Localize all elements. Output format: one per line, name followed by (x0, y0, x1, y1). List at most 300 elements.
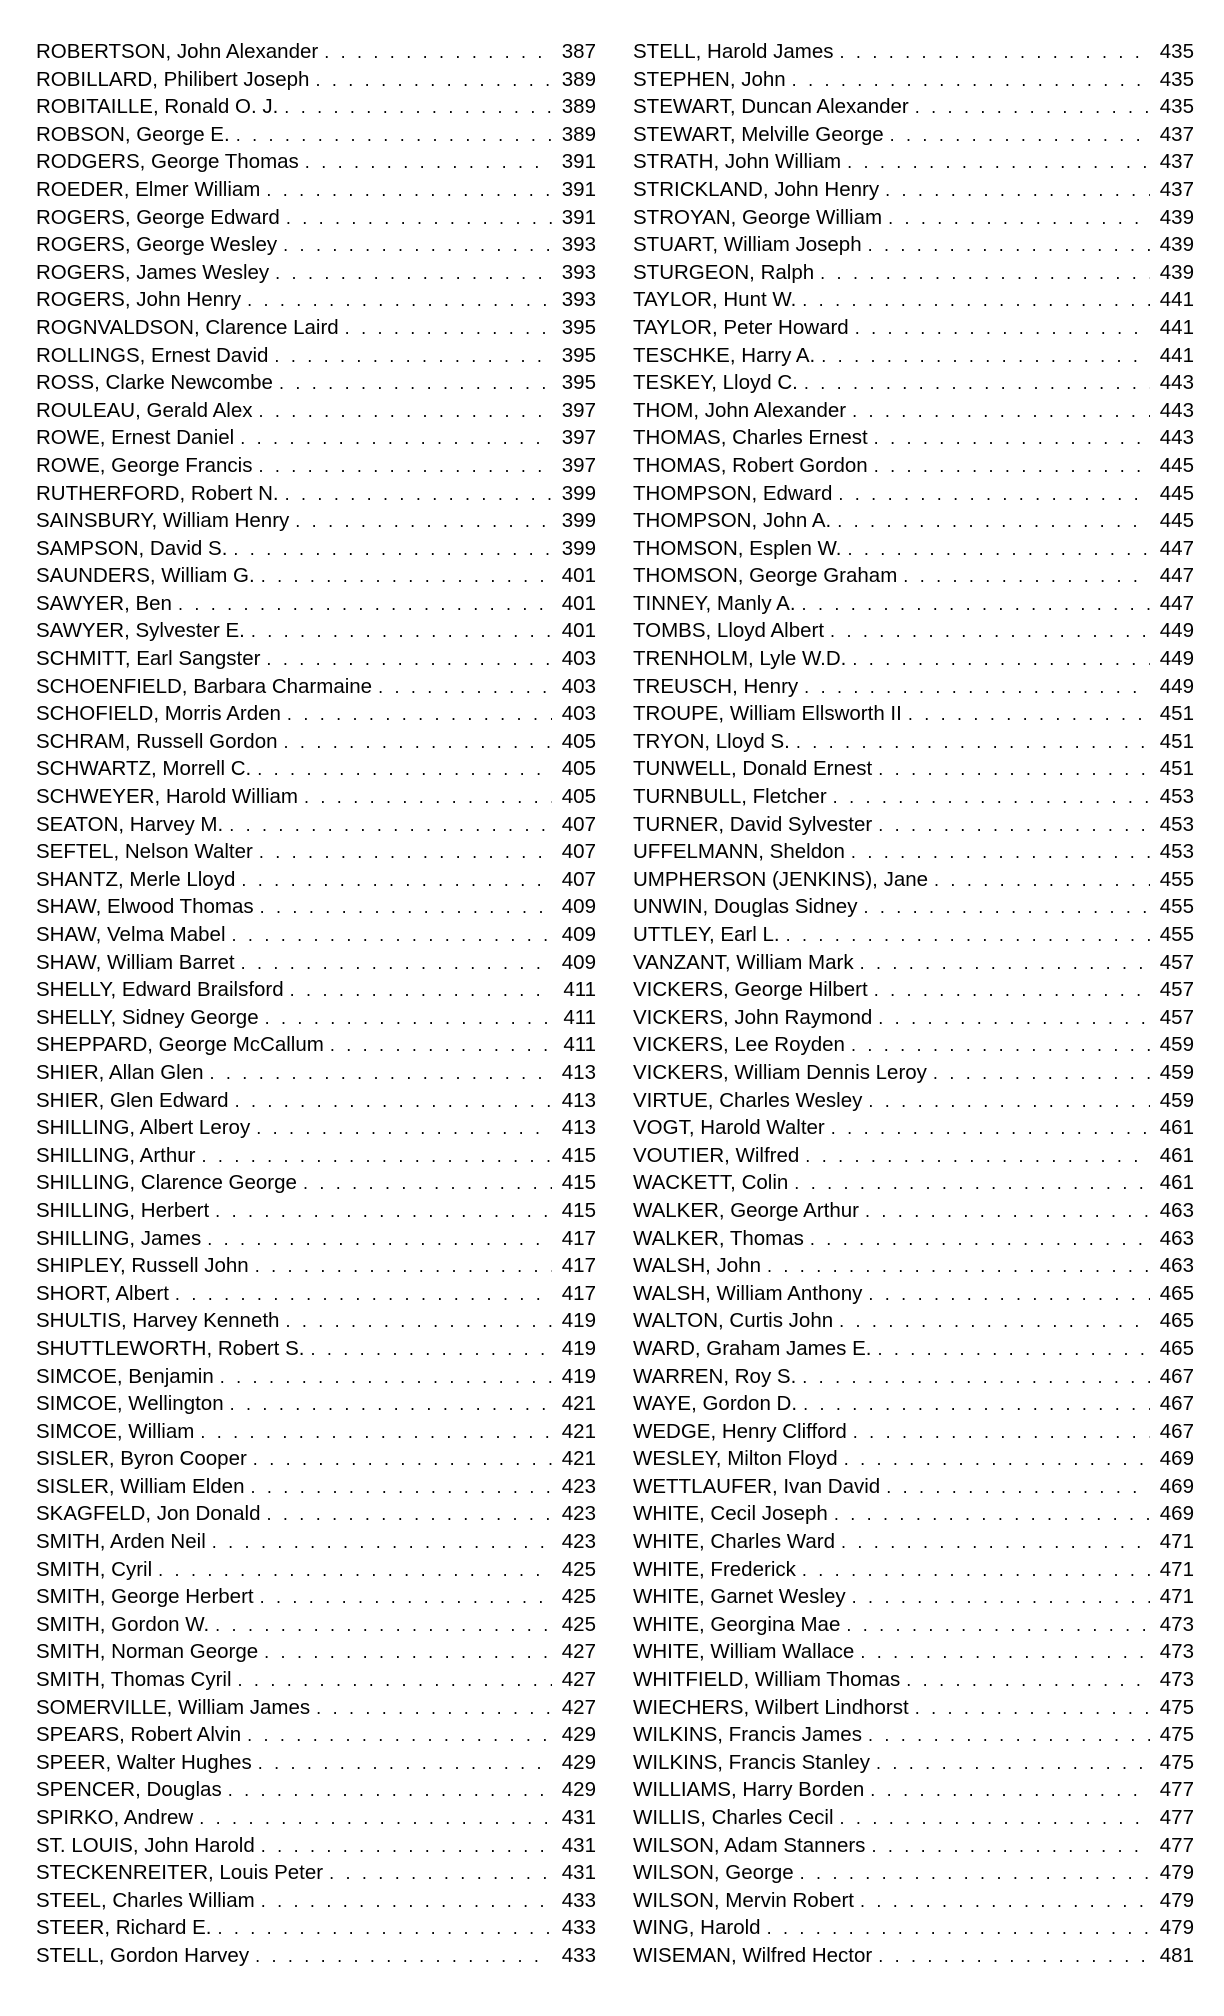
entry-name: THOMAS, Charles Ernest (633, 426, 868, 450)
dot-leader (215, 1198, 552, 1225)
entry-page-number: 399 (561, 536, 596, 560)
entry-name: SAINSBURY, William Henry (36, 509, 290, 533)
dot-leader (241, 867, 552, 894)
dot-leader (279, 370, 552, 397)
entry-name: SAUNDERS, William G. (36, 564, 255, 588)
entry-page-number: 477 (1159, 1778, 1194, 1802)
dot-leader (839, 1308, 1150, 1335)
dot-leader (255, 1943, 552, 1970)
index-entry (633, 783, 1194, 811)
index-entry (633, 231, 1194, 259)
entry-name: WARREN, Roy S. (633, 1364, 797, 1388)
entry-name: SPIRKO, Andrew (36, 1806, 194, 1829)
entry-name: TRYON, Lloyd S. (633, 729, 790, 753)
dot-leader (804, 370, 1150, 397)
entry-name: SAWYER, Ben (36, 591, 172, 615)
entry-name: WALKER, George Arthur (633, 1198, 859, 1222)
dot-leader (200, 1419, 552, 1446)
entry-page-number: 419 (561, 1336, 596, 1360)
index-entry (36, 38, 596, 66)
index-entry (36, 562, 596, 590)
index-entry (633, 38, 1194, 66)
entry-name: WILSON, Mervin Robert (633, 1888, 854, 1912)
dot-leader (844, 1446, 1150, 1473)
dot-leader (915, 94, 1150, 121)
index-entry (36, 1914, 596, 1942)
index-entry (633, 838, 1194, 866)
index-entry (36, 1776, 596, 1804)
entry-page-number: 391 (561, 205, 596, 229)
entry-name: SIMCOE, Benjamin (36, 1364, 214, 1388)
index-entry (633, 1418, 1194, 1446)
entry-page-number: 463 (1159, 1198, 1194, 1222)
entry-name: SMITH, Cyril (36, 1557, 153, 1581)
entry-name: ROGNVALDSON, Clarence Laird (36, 315, 339, 339)
index-entry (633, 259, 1194, 287)
entry-page-number: 411 (563, 1005, 596, 1029)
entry-name: ROULEAU, Gerald Alex (36, 398, 253, 422)
entry-page-number: 477 (1159, 1806, 1194, 1829)
dot-leader (933, 1060, 1150, 1087)
entry-name: SPEARS, Robert Alvin (36, 1723, 242, 1747)
entry-page-number: 433 (561, 1916, 596, 1940)
dot-leader (265, 1005, 552, 1032)
dot-leader (805, 1143, 1150, 1170)
index-entry (36, 1887, 596, 1915)
entry-name: STUART, William Joseph (633, 233, 862, 257)
index-entry (633, 66, 1194, 94)
dot-leader (794, 1170, 1150, 1197)
entry-name: TESKEY, Lloyd C. (633, 371, 798, 395)
entry-name: SISLER, William Elden (36, 1474, 245, 1498)
index-entry (633, 1031, 1194, 1059)
entry-name: TAYLOR, Peter Howard (633, 315, 849, 339)
entry-name: VICKERS, George Hilbert (633, 978, 868, 1002)
index-entry (633, 1914, 1194, 1942)
entry-page-number: 481 (1159, 1943, 1194, 1967)
dot-leader (266, 646, 552, 673)
entry-name: STELL, Harold James (633, 40, 834, 63)
entry-page-number: 387 (561, 40, 596, 63)
index-entry (633, 1666, 1194, 1694)
index-entry (36, 204, 596, 232)
dot-leader (803, 1391, 1150, 1418)
dot-leader (178, 591, 552, 618)
index-entry (36, 1583, 596, 1611)
entry-name: TROUPE, William Ellsworth II (633, 702, 902, 726)
index-entry (36, 1721, 596, 1749)
index-entry (633, 1500, 1194, 1528)
dot-leader (330, 1032, 552, 1059)
index-entry (633, 1390, 1194, 1418)
index-entry (633, 1556, 1194, 1584)
entry-name: TOMBS, Lloyd Albert (633, 619, 825, 643)
entry-page-number: 423 (561, 1530, 596, 1554)
entry-page-number: 461 (1159, 1143, 1194, 1167)
index-entry (36, 645, 596, 673)
entry-page-number: 475 (1159, 1750, 1194, 1774)
entry-page-number: 391 (561, 177, 596, 201)
index-entry (36, 1638, 596, 1666)
entry-name: STRICKLAND, John Henry (633, 177, 880, 201)
dot-leader (202, 1143, 552, 1170)
entry-page-number: 423 (561, 1474, 596, 1498)
entry-name: WETTLAUFER, Ivan David (633, 1474, 881, 1498)
dot-leader (261, 563, 552, 590)
entry-page-number: 449 (1159, 619, 1194, 643)
dot-leader (260, 894, 552, 921)
index-entry (36, 1804, 596, 1832)
index-entry (633, 1942, 1194, 1970)
entry-name: THOMPSON, Edward (633, 481, 833, 505)
index-entry (36, 1556, 596, 1584)
index-entry (633, 1528, 1194, 1556)
entry-name: SEFTEL, Nelson Walter (36, 840, 253, 864)
entry-page-number: 427 (561, 1640, 596, 1664)
dot-leader (235, 1088, 552, 1115)
entry-page-number: 479 (1159, 1916, 1194, 1940)
dot-leader (324, 39, 552, 66)
entry-page-number: 389 (561, 122, 596, 146)
entry-name: WILLIS, Charles Cecil (633, 1806, 834, 1829)
index-entry (36, 535, 596, 563)
index-entry (36, 1694, 596, 1722)
entry-name: SMITH, Thomas Cyril (36, 1668, 232, 1692)
index-entry (36, 1390, 596, 1418)
entry-name: WHITE, Cecil Joseph (633, 1502, 828, 1526)
entry-page-number: 437 (1159, 150, 1194, 174)
entry-page-number: 451 (1159, 757, 1194, 781)
entry-page-number: 449 (1159, 674, 1194, 698)
entry-page-number: 431 (561, 1806, 596, 1829)
dot-leader (236, 122, 552, 149)
entry-page-number: 463 (1159, 1226, 1194, 1250)
index-entry (633, 673, 1194, 701)
index-entry (36, 1114, 596, 1142)
dot-leader (804, 674, 1150, 701)
index-entry (633, 1473, 1194, 1501)
entry-page-number: 419 (561, 1309, 596, 1333)
dot-leader (868, 1722, 1150, 1749)
entry-page-number: 409 (561, 895, 596, 919)
entry-page-number: 437 (1159, 122, 1194, 146)
entry-page-number: 427 (561, 1695, 596, 1719)
entry-name: STECKENREITER, Louis Peter (36, 1861, 324, 1885)
index-entry (633, 204, 1194, 232)
entry-name: SMITH, Arden Neil (36, 1530, 206, 1554)
entry-page-number: 401 (561, 591, 596, 615)
entry-name: RODGERS, George Thomas (36, 150, 299, 174)
dot-leader (863, 894, 1150, 921)
entry-name: SHELLY, Sidney George (36, 1005, 259, 1029)
entry-page-number: 455 (1159, 895, 1194, 919)
entry-page-number: 403 (561, 674, 596, 698)
dot-leader (878, 1943, 1150, 1970)
index-entry (633, 342, 1194, 370)
index-entry (36, 424, 596, 452)
index-entry (633, 1142, 1194, 1170)
dot-leader (876, 1750, 1150, 1777)
index-entry (633, 1169, 1194, 1197)
dot-leader (264, 1639, 552, 1666)
dot-leader (908, 701, 1150, 728)
entry-name: STELL, Gordon Harvey (36, 1943, 250, 1967)
entry-name: STURGEON, Ralph (633, 260, 815, 284)
entry-page-number: 431 (561, 1833, 596, 1857)
index-entry (36, 286, 596, 314)
index-entry (36, 1307, 596, 1335)
entry-page-number: 429 (561, 1750, 596, 1774)
entry-page-number: 477 (1159, 1833, 1194, 1857)
entry-name: SHIER, Allan Glen (36, 1060, 204, 1084)
entry-page-number: 413 (561, 1088, 596, 1112)
entry-page-number: 405 (561, 757, 596, 781)
index-entry (633, 1611, 1194, 1639)
entry-name: VICKERS, Lee Royden (633, 1033, 845, 1057)
index-entry (633, 121, 1194, 149)
dot-leader (851, 839, 1150, 866)
entry-page-number: 457 (1159, 978, 1194, 1002)
index-entry (633, 1307, 1194, 1335)
entry-name: ROGERS, George Wesley (36, 233, 278, 257)
entry-name: ROBSON, George E. (36, 122, 230, 146)
dot-leader (853, 1419, 1150, 1446)
dot-leader (284, 94, 552, 121)
dot-leader (802, 591, 1150, 618)
dot-leader (258, 398, 552, 425)
dot-leader (283, 232, 552, 259)
entry-name: THOMPSON, John A. (633, 509, 832, 533)
entry-page-number: 473 (1159, 1640, 1194, 1664)
entry-name: SHIER, Glen Edward (36, 1088, 229, 1112)
entry-name: THOMAS, Robert Gordon (633, 453, 868, 477)
dot-leader (878, 756, 1150, 783)
index-entry (36, 1749, 596, 1777)
dot-leader (345, 315, 552, 342)
index-entry (36, 397, 596, 425)
entry-name: SCHOENFIELD, Barbara Charmaine (36, 674, 373, 698)
entry-page-number: 465 (1159, 1309, 1194, 1333)
dot-leader (934, 867, 1150, 894)
entry-name: SPEER, Walter Hughes (36, 1750, 252, 1774)
entry-page-number: 415 (561, 1143, 596, 1167)
entry-page-number: 431 (561, 1861, 596, 1885)
dot-leader (840, 1805, 1150, 1832)
entry-page-number: 421 (561, 1392, 596, 1416)
dot-leader (329, 1860, 552, 1887)
entry-page-number: 435 (1159, 67, 1194, 91)
index-entry (633, 1445, 1194, 1473)
entry-page-number: 403 (561, 647, 596, 671)
index-entry (36, 673, 596, 701)
index-entry (36, 1859, 596, 1887)
index-entry (633, 369, 1194, 397)
index-entry (633, 314, 1194, 342)
dot-leader (792, 67, 1150, 94)
index-column-left (36, 38, 596, 1970)
dot-leader (258, 453, 552, 480)
entry-page-number: 401 (561, 564, 596, 588)
entry-page-number: 453 (1159, 785, 1194, 809)
dot-leader (285, 1308, 552, 1335)
entry-page-number: 417 (561, 1281, 596, 1305)
dot-leader (210, 1060, 553, 1087)
dot-leader (865, 1198, 1150, 1225)
dot-leader (810, 1226, 1150, 1253)
dot-leader (316, 1695, 552, 1722)
index-entry (36, 1280, 596, 1308)
dot-leader (251, 618, 552, 645)
entry-name: SMITH, Norman George (36, 1640, 259, 1664)
entry-name: ROGERS, George Edward (36, 205, 280, 229)
index-entry (633, 949, 1194, 977)
dot-leader (290, 977, 552, 1004)
entry-name: WACKETT, Colin (633, 1171, 789, 1195)
entry-name: SHUTTLEWORTH, Robert S. (36, 1336, 305, 1360)
entry-page-number: 465 (1159, 1336, 1194, 1360)
index-entry (36, 783, 596, 811)
entry-name: WHITE, Georgina Mae (633, 1612, 841, 1636)
entry-page-number: 467 (1159, 1419, 1194, 1443)
index-entry (36, 1832, 596, 1860)
index-entry (36, 1500, 596, 1528)
dot-leader (838, 481, 1150, 508)
index-entry (36, 1363, 596, 1391)
entry-page-number: 405 (561, 785, 596, 809)
dot-leader (220, 1364, 552, 1391)
dot-leader (802, 1557, 1150, 1584)
entry-name: SIMCOE, Wellington (36, 1392, 224, 1416)
dot-leader (833, 784, 1150, 811)
entry-name: WALKER, Thomas (633, 1226, 804, 1250)
entry-page-number: 407 (561, 812, 596, 836)
dot-leader (868, 1088, 1150, 1115)
entry-name: WARD, Graham James E. (633, 1336, 872, 1360)
dot-leader (834, 1501, 1150, 1528)
dot-leader (820, 260, 1150, 287)
entry-page-number: 425 (561, 1585, 596, 1609)
index-entry (36, 1197, 596, 1225)
dot-leader (871, 1833, 1150, 1860)
index-entry (633, 1832, 1194, 1860)
entry-name: SHORT, Albert (36, 1281, 169, 1305)
entry-page-number: 395 (561, 371, 596, 395)
entry-name: SHANTZ, Merle Lloyd (36, 867, 236, 891)
index-entry (633, 700, 1194, 728)
entry-page-number: 447 (1159, 591, 1194, 615)
entry-name: STEEL, Charles William (36, 1888, 255, 1912)
dot-leader (837, 508, 1150, 535)
entry-page-number: 475 (1159, 1695, 1194, 1719)
dot-leader (238, 1667, 552, 1694)
index-entry (633, 562, 1194, 590)
entry-page-number: 459 (1159, 1060, 1194, 1084)
entry-name: ROGERS, James Wesley (36, 260, 270, 284)
entry-page-number: 441 (1159, 315, 1194, 339)
entry-name: SHILLING, Albert Leroy (36, 1116, 251, 1140)
index-entry (36, 1087, 596, 1115)
entry-name: WESLEY, Milton Floyd (633, 1447, 838, 1471)
entry-name: SCHRAM, Russell Gordon (36, 729, 278, 753)
entry-name: UMPHERSON (JENKINS), Jane (633, 867, 929, 891)
entry-page-number: 441 (1159, 343, 1194, 367)
entry-name: ST. LOUIS, John Harold (36, 1833, 255, 1857)
entry-page-number: 429 (561, 1778, 596, 1802)
index-entry (633, 1004, 1194, 1032)
dot-leader (240, 425, 552, 452)
dot-leader (874, 977, 1150, 1004)
entry-name: WILKINS, Francis James (633, 1723, 862, 1747)
dot-leader (260, 1584, 552, 1611)
entry-page-number: 435 (1159, 40, 1194, 63)
entry-name: TUNWELL, Donald Ernest (633, 757, 873, 781)
index-entry (36, 148, 596, 176)
entry-page-number: 469 (1159, 1447, 1194, 1471)
dot-leader (212, 1529, 552, 1556)
dot-leader (890, 122, 1150, 149)
entry-name: WILSON, George (633, 1861, 794, 1885)
dot-leader (261, 1833, 552, 1860)
entry-page-number: 391 (561, 150, 596, 174)
dot-leader (286, 205, 552, 232)
index-entry (633, 1721, 1194, 1749)
entry-page-number: 423 (561, 1502, 596, 1526)
index-entry (633, 1335, 1194, 1363)
entry-page-number: 413 (561, 1116, 596, 1140)
index-entry (633, 1225, 1194, 1253)
entry-page-number: 473 (1159, 1612, 1194, 1636)
entry-name: UNWIN, Douglas Sidney (633, 895, 858, 919)
dot-leader (258, 1750, 552, 1777)
dot-leader (257, 756, 552, 783)
entry-name: STROYAN, George William (633, 205, 883, 229)
dot-leader (860, 950, 1150, 977)
dot-leader (255, 1253, 552, 1280)
entry-page-number: 433 (561, 1888, 596, 1912)
entry-name: WHITE, Garnet Wesley (633, 1585, 846, 1609)
entry-name: SCHMITT, Earl Sangster (36, 647, 261, 671)
index-entry (36, 176, 596, 204)
entry-name: SHIPLEY, Russell John (36, 1254, 249, 1278)
dot-leader (852, 646, 1150, 673)
entry-page-number: 443 (1159, 398, 1194, 422)
index-entry (633, 590, 1194, 618)
entry-page-number: 409 (561, 950, 596, 974)
dot-leader (304, 784, 552, 811)
entry-name: ROBITAILLE, Ronald O. J. (36, 95, 279, 119)
entry-page-number: 457 (1159, 950, 1194, 974)
entry-name: SIMCOE, William (36, 1419, 195, 1443)
entry-name: VICKERS, William Dennis Leroy (633, 1060, 927, 1084)
entry-page-number: 403 (561, 702, 596, 726)
dot-leader (906, 1667, 1150, 1694)
entry-name: WIECHERS, Wilbert Lindhorst (633, 1695, 909, 1719)
entry-name: UFFELMANN, Sheldon (633, 840, 845, 864)
entry-page-number: 417 (561, 1254, 596, 1278)
entry-page-number: 415 (561, 1171, 596, 1195)
index-entry (36, 838, 596, 866)
entry-name: SKAGFELD, Jon Donald (36, 1502, 261, 1526)
entry-page-number: 459 (1159, 1088, 1194, 1112)
dot-leader (230, 1391, 552, 1418)
entry-page-number: 451 (1159, 702, 1194, 726)
index-entry (36, 1225, 596, 1253)
entry-name: THOMSON, Esplen W. (633, 536, 842, 560)
index-entry (36, 755, 596, 783)
entry-page-number: 443 (1159, 426, 1194, 450)
entry-name: VIRTUE, Charles Wesley (633, 1088, 863, 1112)
entry-page-number: 439 (1159, 205, 1194, 229)
